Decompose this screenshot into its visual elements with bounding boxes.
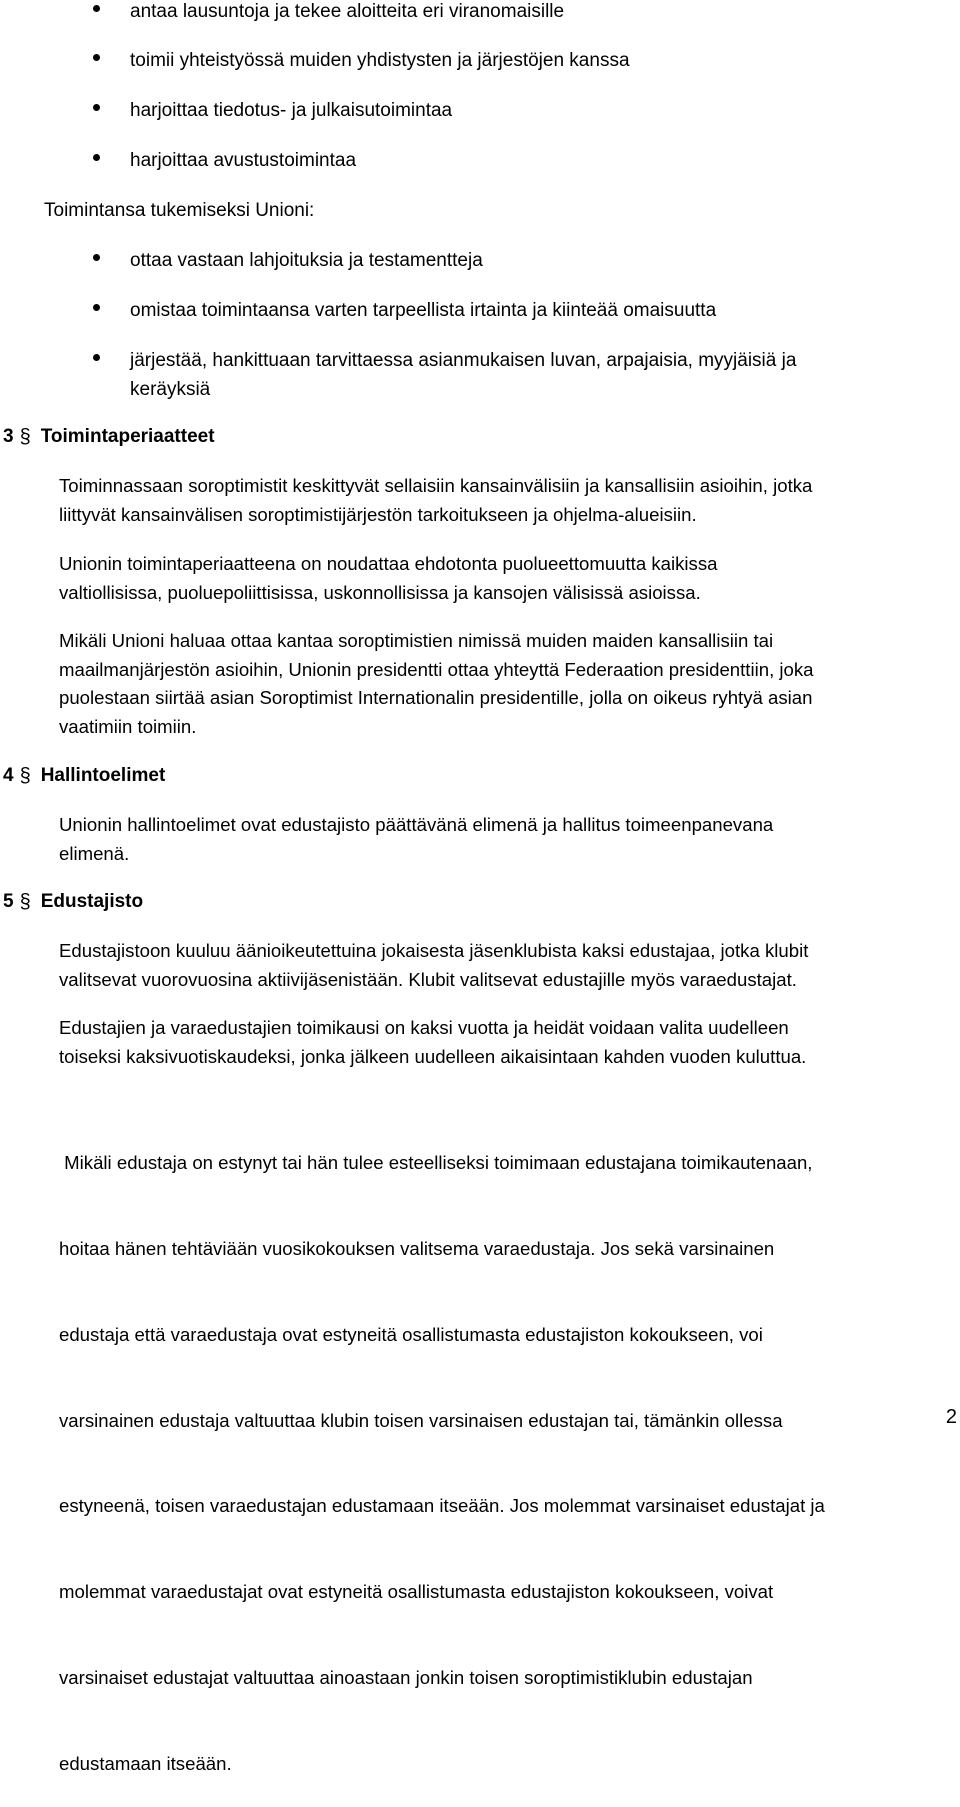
list-item <box>0 146 960 176</box>
list-item <box>0 46 960 76</box>
bullet-icon <box>93 54 100 61</box>
paragraph <box>59 811 954 868</box>
section-heading-3 <box>3 422 215 452</box>
section-symbol: § <box>19 426 31 448</box>
paragraph-line: maailmanjärjestön asioihin, Unionin presidentti ottaa yhteyttä Federaation presidenttiin, joka <box>59 658 814 680</box>
page-number: 2 <box>945 1406 957 1428</box>
list-item-text: harjoittaa tiedotus- ja julkaisutoimintaa <box>130 100 453 121</box>
list-item-text: omistaa toimintaansa varten tarpeellista irtainta ja kiinteää omaisuutta <box>130 300 717 321</box>
bullet-icon <box>93 5 100 12</box>
paragraph <box>59 627 954 741</box>
list-item <box>0 346 960 406</box>
paragraph-line: edustaja että varaedustaja ovat estyneitä osallistumasta edustajiston kokoukseen, voi <box>59 1323 763 1345</box>
bullet-icon <box>93 304 100 311</box>
paragraph-line: molemmat varaedustajat ovat estyneitä osallistumasta edustajiston kokoukseen, voivat <box>59 1581 774 1603</box>
list-item <box>0 246 960 276</box>
bullet-icon <box>93 354 100 361</box>
paragraph-line: Edustajien ja varaedustajien toimikausi on kaksi vuotta ja heidät voidaan valita uudelleen <box>59 1017 789 1038</box>
support-intro: Toimintansa tukemiseksi Unioni: <box>44 200 315 221</box>
paragraph <box>59 472 954 529</box>
bullet-icon <box>93 104 100 111</box>
paragraph-line: edustamaan itseään. <box>59 1752 232 1774</box>
list-item <box>0 96 960 126</box>
paragraph-line: Toiminnassaan soroptimistit keskittyvät sellaisiin kansainvälisiin ja kansallisiin asioihin, jotka <box>59 475 813 496</box>
paragraph-line: Unionin toimintaperiaatteena on noudattaa ehdotonta puolueettomuutta kaikissa <box>59 553 718 574</box>
bullet-icon <box>93 154 100 161</box>
paragraph-line: valitsevat vuorovuosina aktiivijäsenistään. Klubit valitsevat edustajille myös varaedustajat. <box>59 968 797 990</box>
section-number: 3 <box>3 426 14 447</box>
paragraph <box>59 550 954 607</box>
section-heading-5 <box>3 887 143 917</box>
list-item-text: toimii yhteistyössä muiden yhdistysten ja järjestöjen kanssa <box>130 50 630 71</box>
section-number: 4 <box>3 765 14 786</box>
list-item-text: harjoittaa avustustoimintaa <box>130 150 357 171</box>
paragraph-line: estyneenä, toisen varaedustajan edustamaan itseään. Jos molemmat varsinaiset edustajat ja <box>59 1495 825 1517</box>
list-item <box>0 0 960 27</box>
section-symbol: § <box>19 765 31 787</box>
list-item <box>0 296 960 326</box>
list-item-text: järjestää, hankittuaan tarvittaessa asianmukaisen luvan, arpajaisia, myyjäisiä ja <box>130 350 797 371</box>
paragraph-line: hoitaa hänen tehtäviään vuosikokouksen valitsema varaedustaja. Jos sekä varsinainen <box>59 1237 775 1259</box>
bullet-icon <box>93 254 100 261</box>
section-symbol: § <box>19 891 31 913</box>
paragraph-line: varsinaiset edustajat valtuuttaa ainoastaan jonkin toisen soroptimistiklubin edustajan <box>59 1666 753 1688</box>
paragraph-line: Mikäli Unioni haluaa ottaa kantaa soroptimistien nimissä muiden maiden kansallisiin tai <box>59 630 774 651</box>
paragraph-line: liittyvät kansainvälisen soroptimistijärjestön tarkoitukseen ja ohjelma-alueisiin. <box>59 503 697 525</box>
paragraph-line: Edustajistoon kuuluu äänioikeutettuina jokaisesta jäsenklubista kaksi edustajaa, jotka klubit <box>59 940 809 961</box>
paragraph-line: elimenä. <box>59 842 130 864</box>
list-item-text-continued: keräyksiä <box>130 379 211 400</box>
list-item-text: antaa lausuntoja ja tekee aloitteita eri viranomaisille <box>130 1 565 22</box>
section-title: Edustajisto <box>40 891 144 912</box>
paragraph-line: Mikäli edustaja on estynyt tai hän tulee esteelliseksi toimimaan edustajana toimikautenaan, <box>59 1152 813 1174</box>
paragraph-line: toiseksi kaksivuotiskaudeksi, jonka jälkeen uudelleen aikaisintaan kahden vuoden kuluttua. <box>59 1045 807 1067</box>
section-number: 5 <box>3 891 14 912</box>
paragraph <box>59 937 954 994</box>
paragraph-line: Unionin hallintoelimet ovat edustajisto päättävänä elimenä ja hallitus toimeenpanevana <box>59 814 774 835</box>
paragraph-line: varsinainen edustaja valtuuttaa klubin toisen varsinaisen edustajan tai, tämänkin ollessa <box>59 1409 783 1431</box>
paragraph-line: valtiollisissa, puoluepoliittisissa, uskonnollisissa ja kansojen välisissä asioissa. <box>59 581 701 603</box>
section-heading-4 <box>3 761 165 791</box>
paragraph-line: vaatimiin toimiin. <box>59 715 197 737</box>
paragraph <box>59 1014 954 1071</box>
paragraph <box>59 1092 954 1807</box>
section-title: Toimintaperiaatteet <box>40 426 215 447</box>
paragraph-line: puolestaan siirtää asian Soroptimist Internationalin presidentille, jolla on oikeus ryhtyä asian <box>59 687 813 709</box>
section-title: Hallintoelimet <box>40 765 166 786</box>
list-item-text: ottaa vastaan lahjoituksia ja testamentteja <box>130 250 483 271</box>
